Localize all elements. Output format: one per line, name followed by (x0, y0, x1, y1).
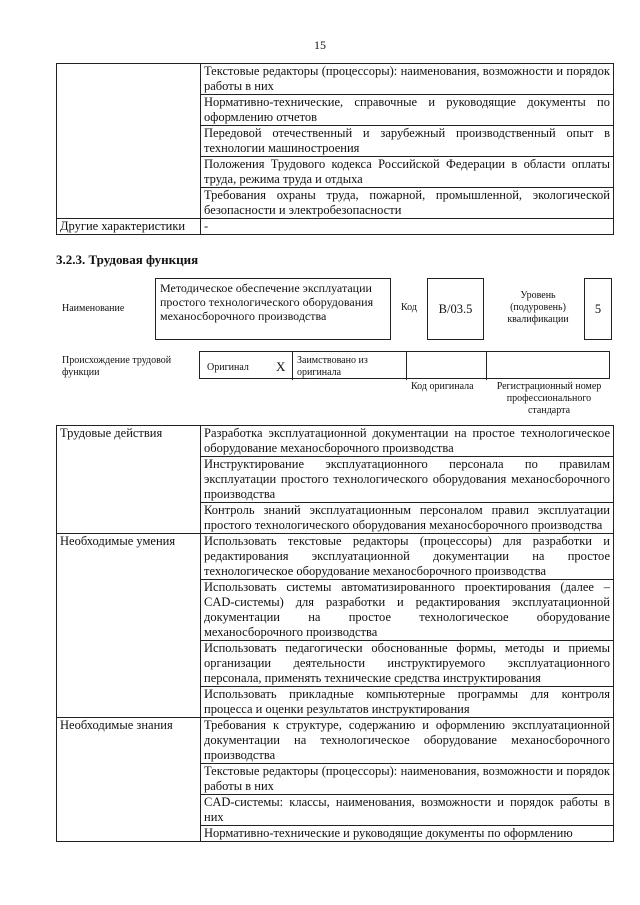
divider (292, 352, 293, 380)
table-cell: Текстовые редакторы (процессоры): наименования, возможности и порядок работы в них (201, 64, 614, 95)
row-label: Необходимые умения (57, 534, 201, 718)
table-cell: Использовать системы автоматизированного проектирования (далее – CAD-системы) для разработки и редактирования эксплуатационной документации на простое технологическое оборудование механосборочного производства (201, 580, 614, 641)
divider (486, 352, 487, 380)
function-name-box: Методическое обеспечение эксплуатации простого технологического оборудования механосборочного производства (155, 278, 391, 340)
divider (406, 352, 407, 380)
table-cell: - (201, 219, 614, 235)
labor-function-table (56, 425, 614, 842)
table-cell: CAD-системы: классы, наименования, возможности и порядок работы в них (201, 795, 614, 826)
table-cell: Требования к структуре, содержанию и оформлению эксплуатационной документации на технологическое оборудование механосборочного производства (201, 718, 614, 764)
table-cell: Нормативно-технические и руководящие документы по оформлению (201, 826, 614, 842)
table-cell: Требования охраны труда, пожарной, промышленной, экологической безопасности и электробезопасности (201, 188, 614, 219)
row-label: Другие характеристики (57, 219, 201, 235)
row-label: Необходимые знания (57, 718, 201, 842)
origin-label: Происхождение трудовой функции (62, 355, 172, 378)
table-cell: Использовать текстовые редакторы (процессоры) для разработки и редактирования эксплуатационной документации на простое технологическое оборудование механосборочного производства (201, 534, 614, 580)
table-cell: Использовать педагогически обоснованные формы, методы и приемы организации деятельности инструктируемого эксплуатационного персонала, применять технические средства инструктирования (201, 641, 614, 687)
table-cell: Нормативно-технические, справочные и руководящие документы по оформлению отчетов (201, 95, 614, 126)
table-cell: Разработка эксплуатационной документации на простое технологическое оборудование механосборочного производства (201, 426, 614, 457)
table-cell: Использовать прикладные компьютерные программы для контроля процесса и оценки результатов инструктирования (201, 687, 614, 718)
row-label (57, 64, 201, 219)
code-original-label: Код оригинала (411, 381, 474, 392)
original-label: Оригинал (207, 362, 249, 373)
table-cell: Положения Трудового кодекса Российской Федерации в области оплаты труда, режима труда и отдыха (201, 157, 614, 188)
level-label: Уровень (подуровень) квалификации (507, 290, 569, 325)
level-value-box: 5 (584, 278, 612, 340)
table-cell: Передовой отечественный и зарубежный производственный опыт в технологии машиностроения (201, 126, 614, 157)
table-cell: Контроль знаний эксплуатационным персоналом правил эксплуатации простого технологического оборудования механосборочного производства (201, 503, 614, 534)
code-label: Код (401, 302, 417, 313)
code-value-box: B/03.5 (427, 278, 484, 340)
borrowed-label: Заимствовано из оригинала (297, 355, 368, 378)
section-heading: 3.2.3. Трудовая функция (56, 252, 199, 267)
original-mark: X (276, 359, 286, 374)
row-label: Трудовые действия (57, 426, 201, 534)
page-number: 15 (314, 38, 326, 52)
reg-number-label: Регистрационный номер профессионального стандарта (496, 381, 602, 416)
top-requirements-table (56, 63, 614, 235)
table-cell: Инструктирование эксплуатационного персонала по правилам эксплуатации простого технологического оборудования механосборочного производства (201, 457, 614, 503)
origin-box (199, 351, 610, 379)
table-cell: Текстовые редакторы (процессоры): наименования, возможности и порядок работы в них (201, 764, 614, 795)
name-label: Наименование (62, 303, 125, 314)
